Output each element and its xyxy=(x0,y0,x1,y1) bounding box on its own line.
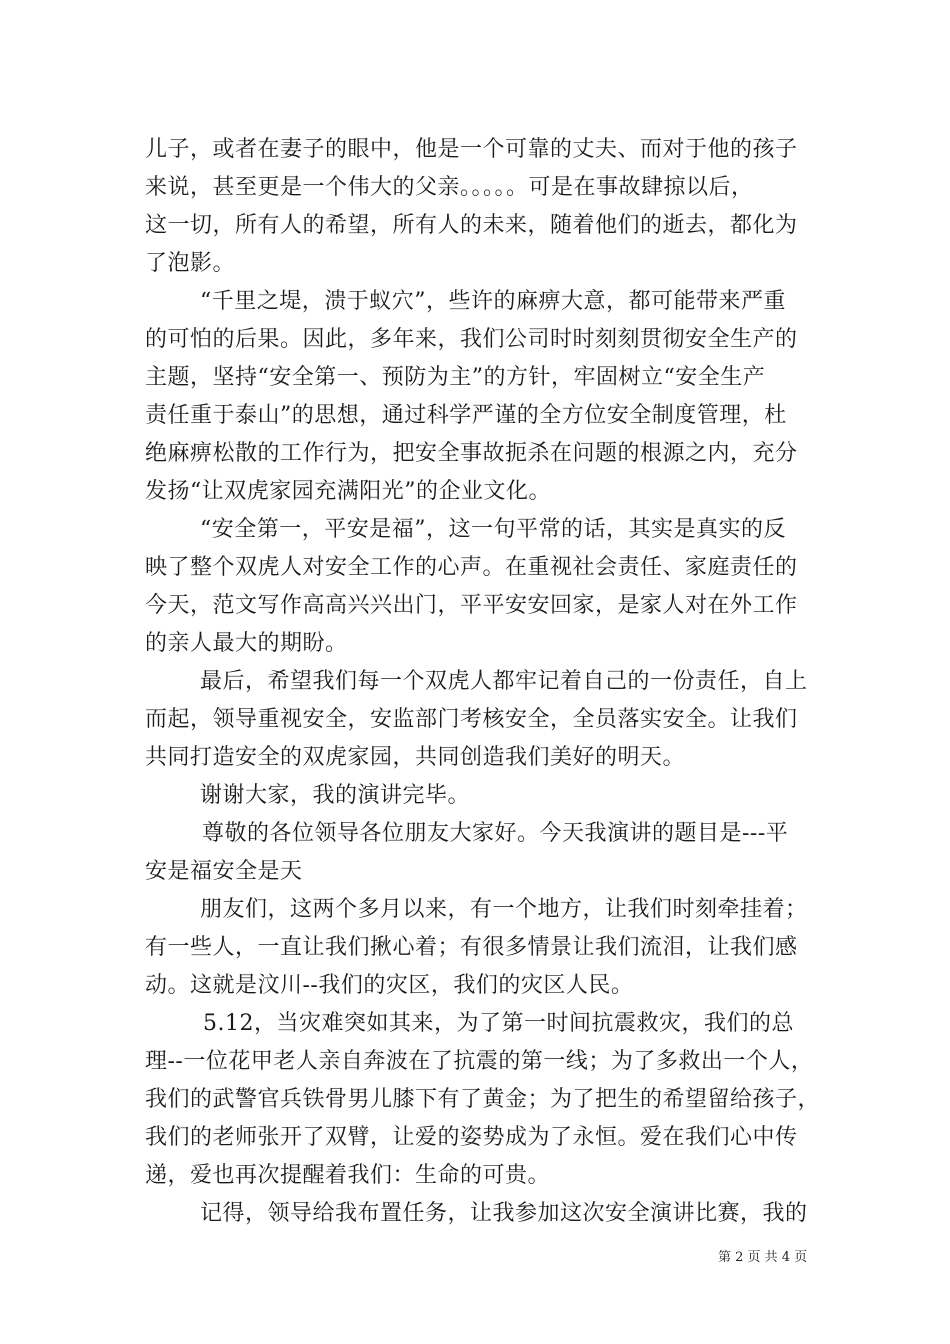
body-text-line: 这一切，所有人的希望，所有人的未来，随着他们的逝去，都化为 xyxy=(145,213,798,238)
body-text-line: 理--一位花甲老人亲自奔波在了抗震的第一线；为了多救出一个人， xyxy=(145,1049,814,1074)
body-text-line: 记得，领导给我布置任务，让我参加这次安全演讲比赛，我的 xyxy=(200,1201,808,1226)
body-text-line: 动。这就是汶川--我们的灾区，我们的灾区人民。 xyxy=(145,973,634,998)
body-text-line: 发扬“让双虎家园充满阳光”的企业文化。 xyxy=(145,479,551,504)
body-text-line: 来说，甚至更是一个伟大的父亲。。。。。可是在事故肆掠以后， xyxy=(145,175,754,200)
body-text-line: 今天，范文写作高高兴兴出门，平平安安回家，是家人对在外工作 xyxy=(145,593,798,618)
body-text-line: 我们的老师张开了双臂，让爱的姿势成为了永恒。爱在我们心中传 xyxy=(145,1125,798,1150)
body-text-line: 尊敬的各位领导各位朋友大家好。今天我演讲的题目是---平 xyxy=(202,821,789,846)
body-text-line: 映了整个双虎人对安全工作的心声。在重视社会责任、家庭责任的 xyxy=(145,555,798,580)
body-text-line: 绝麻痹松散的工作行为，把安全事故扼杀在问题的根源之内，充分 xyxy=(145,441,798,466)
body-text-line: 共同打造安全的双虎家园，共同创造我们美好的明天。 xyxy=(145,745,686,770)
body-text-line: 主题，坚持“安全第一、预防为主”的方针，牢固树立“安全生产 xyxy=(145,365,766,390)
body-text-line: 递，爱也再次提醒着我们：生命的可贵。 xyxy=(145,1163,551,1188)
body-text-line: 最后，希望我们每一个双虎人都牢记着自己的一份责任，自上 xyxy=(200,669,808,694)
body-text-line: 儿子，或者在妻子的眼中，他是一个可靠的丈夫、而对于他的孩子 xyxy=(145,137,798,162)
body-text-line: 的亲人最大的期盼。 xyxy=(145,631,348,656)
page-number: 第 2 页 共 4 页 xyxy=(718,1250,808,1265)
body-text-line: 责任重于泰山”的思想，通过科学严谨的全方位安全制度管理，杜 xyxy=(145,403,787,428)
body-text-line: 了泡影。 xyxy=(145,251,236,276)
body-text-line: 我们的武警官兵铁骨男儿膝下有了黄金；为了把生的希望留给孩子， xyxy=(145,1087,821,1112)
body-text-line: 而起，领导重视安全，安监部门考核安全，全员落实安全。让我们 xyxy=(145,707,798,732)
body-text-line: 谢谢大家，我的演讲完毕。 xyxy=(200,783,471,808)
body-text-line: “安全第一，平安是福”，这一句平常的话，其实是真实的反 xyxy=(200,517,786,542)
body-text-line: 朋友们，这两个多月以来，有一个地方，让我们时刻牵挂着； xyxy=(200,897,808,922)
body-text-line: 的可怕的后果。因此，多年来，我们公司时时刻刻贯彻安全生产的 xyxy=(145,327,798,352)
body-text-line: 5.12，当灾难突如其来，为了第一时间抗震救灾，我们的总 xyxy=(203,1011,794,1036)
body-text-line: “千里之堤，溃于蚁穴”，些许的麻痹大意，都可能带来严重 xyxy=(200,289,786,314)
body-text-line: 安是福安全是天 xyxy=(145,859,303,884)
body-text-line: 有一些人，一直让我们揪心着；有很多情景让我们流泪，让我们感 xyxy=(145,935,798,960)
